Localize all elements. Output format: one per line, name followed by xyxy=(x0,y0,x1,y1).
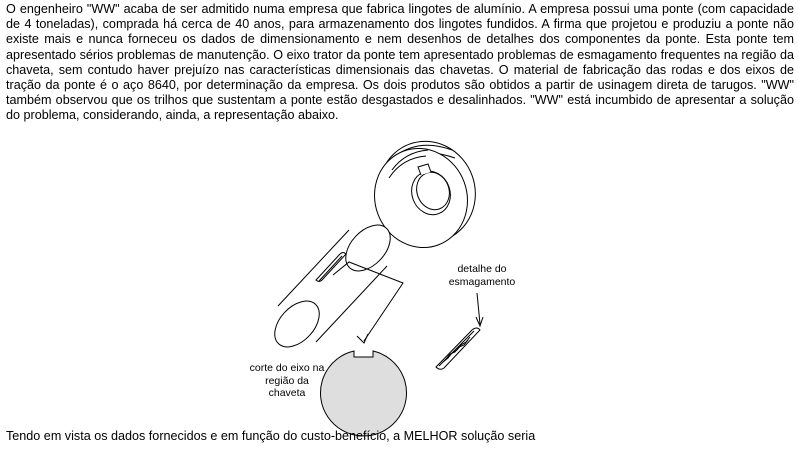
shaft-cross-section xyxy=(321,351,407,436)
cross-section-caption: corte do eixo na região da chaveta xyxy=(249,362,325,399)
problem-statement: O engenheiro "WW" acaba de ser admitido numa empresa que fabrica lingotes de alumínio. A empresa possui uma ponte (com capacidade de 4 toneladas), comprada há cerca de 40 anos, para armazenamento dos lingotes fundidos. A firma que projetou e produziu a ponte não existe mais e nunca forneceu os dados de dimensionamento e nem desenhos de detalhes dos componentes da ponte. Esta ponte tem apresentado sérios problemas de manutenção. O eixo trator da ponte tem apresentado problemas de esmagamento frequentes na região da chaveta, sem contudo haver prejuízo nas características dimensionais das chavetas. O material de fabricação das rodas e dos eixos de tração da ponte é o aço 8640, por determinação da empresa. Os dois produtos são obtidos a partir de usinagem direta de tarugos. "WW" também observou que os trilhos que sustentam a ponte estão desgastados e desalinhados. "WW" está incumbido de apresentar a solução do problema, considerando, ainda, a representação abaixo. xyxy=(6,2,794,123)
detail-caption: detalhe do esmagamento xyxy=(448,263,516,288)
cut-leader-arrow xyxy=(333,262,403,343)
shaft-drawing xyxy=(266,217,399,356)
crushed-key-detail xyxy=(436,293,483,369)
question-text: Tendo em vista os dados fornecidos e em função do custo-benefício, a MELHOR solução seria xyxy=(6,429,536,443)
